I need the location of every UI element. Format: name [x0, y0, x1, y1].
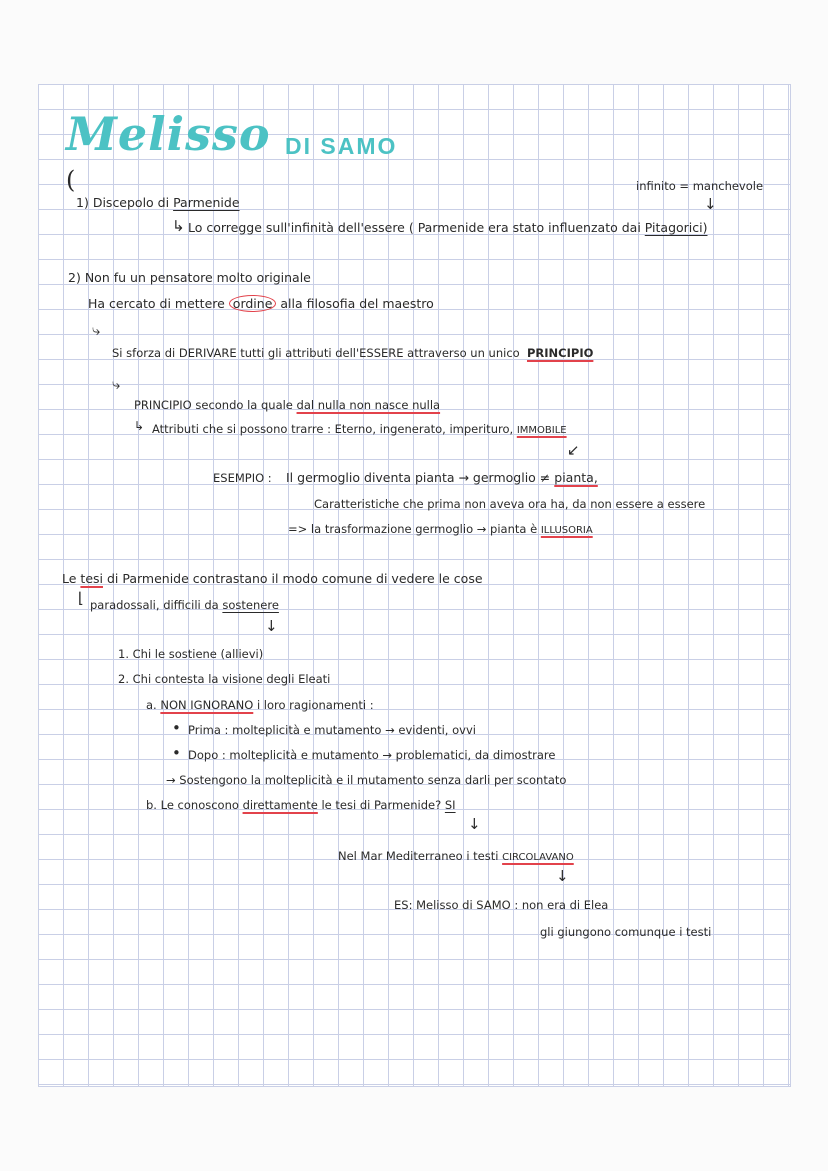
tesi-a: Le	[62, 571, 77, 586]
attributi-line	[152, 421, 567, 439]
non-ignorano-word: NON IGNORANO	[160, 698, 254, 712]
esempio-label: ESEMPIO :	[213, 471, 272, 485]
tesi-word: tesi	[80, 571, 103, 586]
pianta-word: pianta,	[554, 470, 598, 485]
principio-line	[134, 397, 440, 413]
top-note: infinito = manchevole	[636, 179, 764, 193]
direttamente-word: direttamente	[242, 798, 318, 812]
hook-arrow-icon: ↳	[172, 217, 185, 235]
section2-number: 2)	[68, 270, 81, 285]
esempio-line	[286, 470, 598, 486]
item-b	[146, 797, 456, 813]
section2-head-text: Non fu un pensatore molto originale	[84, 270, 311, 285]
illusoria-word: ILLUSORIA	[540, 525, 593, 536]
es-line2: gli giungono comunque i testi	[540, 925, 712, 939]
down-arrow-icon: ↓	[468, 815, 481, 833]
hook-arrow-icon: ⤷	[112, 375, 121, 393]
section1-sub-text: Lo corregge sull'infinità dell'essere ( Parmenide era stato influenzato dai	[188, 220, 641, 235]
attributi-text: Attributi che si possono trarre : Eterno, ingenerato, imperituro,	[152, 422, 514, 436]
section1-lead: Discepolo di	[92, 195, 170, 210]
bullet1: Prima : molteplicità e mutamento → evidenti, ovvi	[188, 723, 476, 737]
mar-line	[338, 848, 574, 866]
bullet-dot-icon: •	[172, 719, 181, 737]
esempio-text: Il germoglio diventa pianta → germoglio ≠	[286, 470, 551, 485]
section2-line-a: Ha cercato di mettere	[88, 296, 225, 311]
esempio-line3-text: => la trasformazione germoglio → pianta è	[288, 522, 538, 536]
section1-pitagorici: Pitagorici)	[644, 220, 708, 235]
item-a-text: i loro ragionamenti :	[256, 698, 374, 712]
section2-head	[68, 270, 311, 286]
tesi-line	[62, 571, 483, 587]
down-arrow-icon: ↓	[265, 617, 278, 635]
mar-text: Nel Mar Mediterraneo i testi	[338, 849, 499, 863]
circolavano-word: CIRCOLAVANO	[502, 852, 574, 863]
esempio-line2: Caratteristiche che prima non aveva ora ha, da non essere a essere	[314, 497, 706, 511]
hook-arrow-icon: ⌊	[78, 589, 84, 607]
sostenere-word: sostenere	[222, 598, 279, 612]
section1-name: Parmenide	[173, 195, 240, 210]
item2: 2. Chi contesta la visione degli Eleati	[118, 672, 331, 686]
item-a-label: a.	[146, 698, 157, 712]
item-b-question: le tesi di Parmenide?	[321, 798, 442, 812]
esempio-line3	[288, 521, 593, 539]
hook-arrow-icon: ⤷	[92, 321, 101, 339]
immobile-word: IMMOBILE	[516, 425, 567, 436]
down-arrow-icon: ↓	[704, 195, 717, 213]
arrow-line: → Sostengono la molteplicità e il mutamento senza darli per scontato	[166, 773, 567, 787]
principio-word: PRINCIPIO	[526, 346, 594, 360]
es-line: ES: Melisso di SAMO : non era di Elea	[394, 898, 609, 912]
bullet2: Dopo : molteplicità e mutamento → problematici, da dimostrare	[188, 748, 556, 762]
page-subtitle: DI SAMO	[285, 133, 398, 159]
down-arrow-icon: ↓	[556, 867, 569, 885]
section1-number: 1)	[76, 195, 89, 210]
section2-line-c: alla filosofia del maestro	[280, 296, 434, 311]
paradossali-text: paradossali, difficili da	[90, 598, 219, 612]
section1-line	[76, 195, 240, 211]
deriv-text: Si sforza di DERIVARE tutti gli attributi dell'ESSERE attraverso un unico	[112, 346, 520, 360]
si-word: SI	[444, 798, 456, 812]
paradossali-line	[90, 597, 279, 613]
section2-line	[88, 296, 434, 312]
deriv-line	[112, 345, 593, 361]
down-left-arrow-icon: ↙	[567, 441, 580, 459]
hook-arrow-icon: ↳	[134, 419, 145, 433]
item-b-text: b. Le conoscono	[146, 798, 239, 812]
section1-sub	[188, 220, 708, 236]
bullet-dot-icon: •	[172, 744, 181, 762]
bracket-icon: (	[66, 166, 76, 194]
nulla-phrase: dal nulla non nasce nulla	[296, 398, 441, 412]
ordine-word: ordine	[229, 295, 277, 312]
principio-text: PRINCIPIO secondo la quale	[134, 398, 293, 412]
item1: 1. Chi le sostiene (allievi)	[118, 647, 264, 661]
item-a	[146, 697, 374, 713]
page-title: Melisso	[66, 107, 271, 161]
tesi-c: di Parmenide contrastano il modo comune di vedere le cose	[106, 571, 483, 586]
